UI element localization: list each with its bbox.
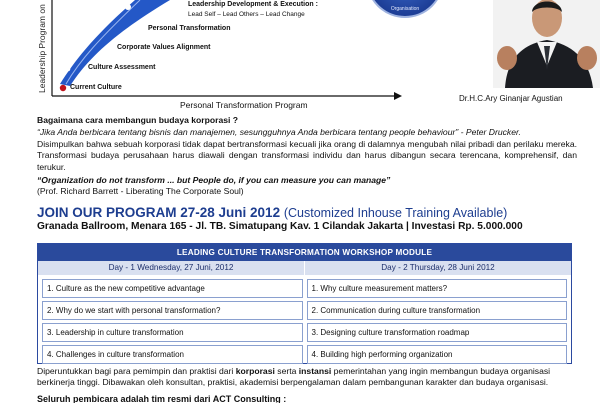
stage-personal-transformation: Personal Transformation (148, 25, 231, 32)
x-axis-label: Personal Transformation Program (180, 100, 308, 110)
current-culture-dot (60, 85, 66, 91)
module-title: LEADING CULTURE TRANSFORMATION WORKSHOP MODULE (38, 244, 571, 261)
speaker-photo (493, 0, 600, 88)
intro-quote-source: (Prof. Richard Barrett - Liberating The Corporate Soul) (37, 186, 244, 196)
audience-prefix: Diperuntukkan bagi para pemimpin dan praktisi dari (37, 366, 236, 376)
audience-korporasi: korporasi (235, 366, 275, 376)
day-1-item: 4. Challenges in culture transformation (42, 345, 303, 364)
stage-leadership-development: Leadership Development & Execution : (188, 1, 318, 8)
speaker-caption: Dr.H.C.Ary Ginanjar Agustian (459, 94, 563, 103)
day-2-item: 2. Communication during culture transformation (307, 301, 568, 320)
day-2-column (307, 279, 568, 364)
transformation-diagram (0, 0, 440, 118)
stage-culture-assessment: Culture Assessment (88, 64, 156, 71)
module-rows (38, 275, 571, 364)
speaker-illustration (493, 0, 600, 88)
day-1-item: 3. Leadership in culture transformation (42, 323, 303, 342)
day-1-item: 2. Why do we start with personal transformation? (42, 301, 303, 320)
program-venue: Granada Ballroom, Menara 165 - Jl. TB. Simatupang Kav. 1 Cilandak Jakarta | Investasi Rp. 5.000.000 (37, 221, 523, 232)
intro-question: Bagaimana cara membangun budaya korporasi ? (37, 115, 239, 125)
y-axis-label: Leadership Program on (37, 4, 47, 93)
program-title (37, 205, 507, 220)
intro-quote-drucker: “Jika Anda berbicara tentang bisnis dan manajemen, sesungguhnya Anda berbicara tentang people behaviour” - Peter Drucker. (37, 127, 521, 137)
program-title-main: JOIN OUR PROGRAM 27-28 Juni 2012 (37, 205, 281, 220)
day-1-item: 1. Culture as the new competitive advantage (42, 279, 303, 298)
audience-text (37, 366, 577, 389)
x-axis-arrow-icon (394, 92, 402, 100)
module-days-header (38, 261, 571, 275)
intro-quote-barrett: “Organization do not transform ... but People do, if you can measure you can manage” (37, 175, 391, 185)
program-subtitle: (Customized Inhouse Training Available) (283, 206, 508, 220)
leadership-sub-label: Lead Self – Lead Others – Lead Change (188, 11, 305, 18)
curve-dot-1 (97, 21, 103, 27)
day-2-header: Day - 2 Thursday, 28 Juni 2012 (305, 261, 571, 275)
stage-current-culture: Current Culture (70, 84, 122, 91)
day-1-column (42, 279, 303, 364)
intro-paragraph: Disimpulkan bahwa sebuah korporasi tidak dapat bertransformasi kecuali jika orang di dalamnya mengubah nilai pribadi dan perilaku mereka. Transformasi budaya perusahaan harus diawali dengan transformasi individu dan harus dibangun secara terencana, komprehensif, dan terukur. (37, 139, 577, 172)
day-1-header: Day - 1 Wednesday, 27 Juni, 2012 (38, 261, 305, 275)
audience-suffix: pemerintahan yang ingin membangun budaya organisasi berkinerja tinggi. Dibawakan oleh konsultan, praktisi, akademisi berpengalaman dalam pembangunan karakter dan budaya organisasi. (37, 366, 551, 388)
day-2-item: 3. Designing culture transformation roadmap (307, 323, 568, 342)
day-2-item: 4. Building high performing organization (307, 345, 568, 364)
speakers-line: Seluruh pembicara adalah tim resmi dari ACT Consulting : (37, 394, 287, 403)
day-2-item: 1. Why culture measurement matters? (307, 279, 568, 298)
curve-dot-3 (77, 44, 82, 49)
audience-middle: serta (274, 366, 299, 376)
stage-corporate-values: Corporate Values Alignment (117, 44, 211, 51)
y-axis-label-wrap (34, 0, 46, 96)
curve-dot-4 (66, 67, 71, 72)
audience-instansi: instansi (298, 366, 332, 376)
growth-curve (60, 0, 170, 86)
badge-text: Organisation (390, 6, 420, 12)
workshop-module-table (37, 243, 572, 364)
curve-dot-2 (125, 4, 131, 10)
